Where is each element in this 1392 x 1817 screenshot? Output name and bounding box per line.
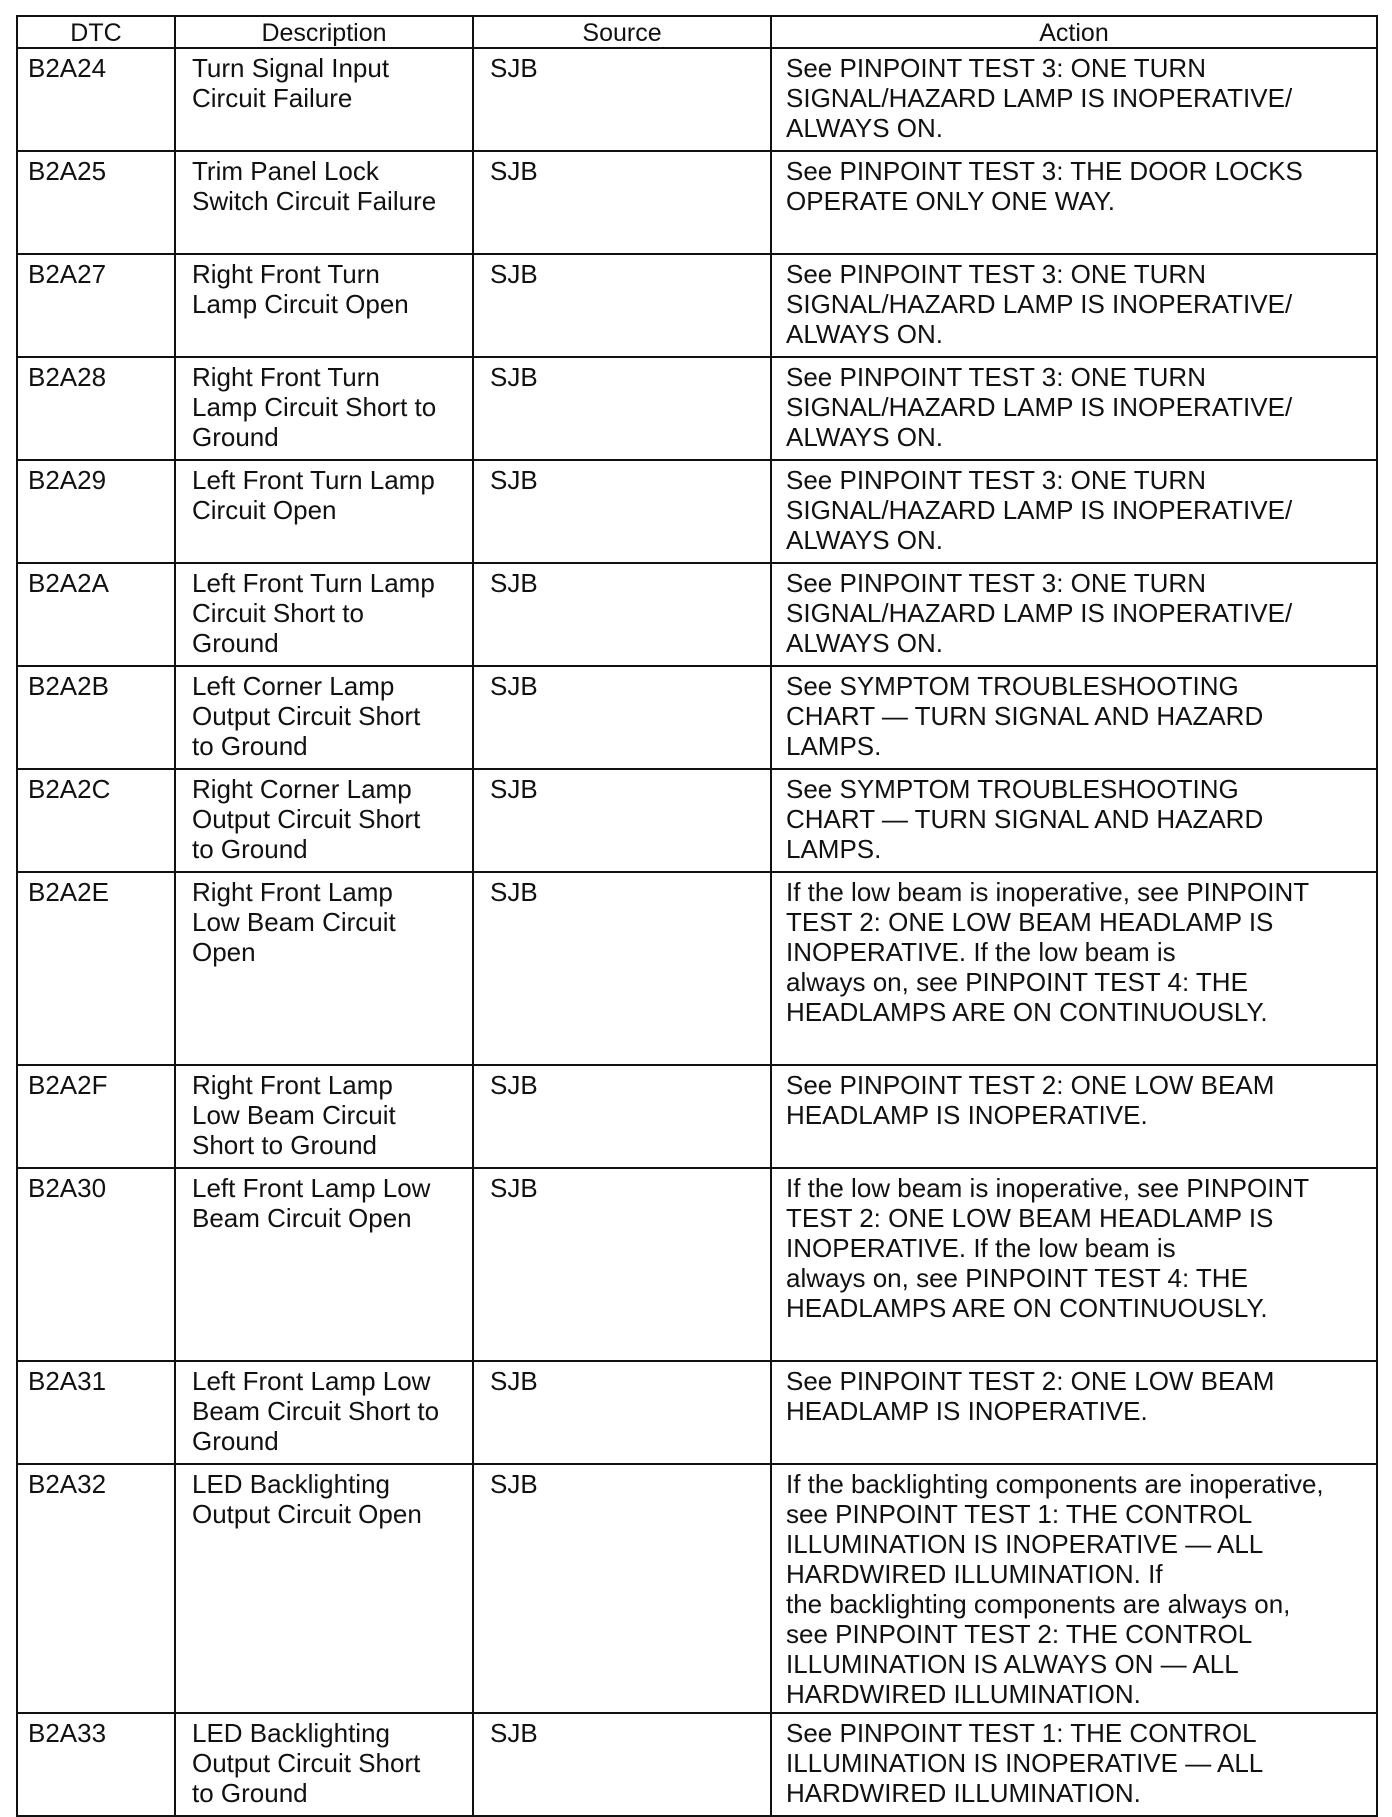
dtc-code: B2A32: [17, 1464, 175, 1713]
dtc-source: SJB: [473, 563, 771, 666]
dtc-action: See SYMPTOM TROUBLESHOOTING CHART — TURN SIGNAL AND HAZARD LAMPS.: [771, 666, 1377, 769]
dtc-description: LED Backlighting Output Circuit Open: [175, 1464, 473, 1713]
dtc-code: B2A2F: [17, 1065, 175, 1168]
dtc-source: SJB: [473, 872, 771, 1065]
dtc-source: SJB: [473, 1361, 771, 1464]
dtc-action: See PINPOINT TEST 2: ONE LOW BEAM HEADLAMP IS INOPERATIVE.: [771, 1065, 1377, 1168]
dtc-action: See PINPOINT TEST 3: ONE TURN SIGNAL/HAZARD LAMP IS INOPERATIVE/ ALWAYS ON.: [771, 48, 1377, 151]
dtc-description: Trim Panel Lock Switch Circuit Failure: [175, 151, 473, 254]
dtc-action: See SYMPTOM TROUBLESHOOTING CHART — TURN SIGNAL AND HAZARD LAMPS.: [771, 769, 1377, 872]
dtc-action: See PINPOINT TEST 3: THE DOOR LOCKS OPERATE ONLY ONE WAY.: [771, 151, 1377, 254]
dtc-description: Left Front Turn Lamp Circuit Open: [175, 460, 473, 563]
dtc-code: B2A2A: [17, 563, 175, 666]
dtc-source: SJB: [473, 254, 771, 357]
dtc-code: B2A27: [17, 254, 175, 357]
dtc-source: SJB: [473, 1065, 771, 1168]
table-row: [17, 666, 1377, 769]
dtc-action: See PINPOINT TEST 3: ONE TURN SIGNAL/HAZARD LAMP IS INOPERATIVE/ ALWAYS ON.: [771, 254, 1377, 357]
dtc-action: See PINPOINT TEST 3: ONE TURN SIGNAL/HAZARD LAMP IS INOPERATIVE/ ALWAYS ON.: [771, 460, 1377, 563]
dtc-description: Left Front Lamp Low Beam Circuit Open: [175, 1168, 473, 1361]
dtc-action: See PINPOINT TEST 3: ONE TURN SIGNAL/HAZARD LAMP IS INOPERATIVE/ ALWAYS ON.: [771, 357, 1377, 460]
table-row: [17, 563, 1377, 666]
table-row: [17, 357, 1377, 460]
dtc-code: B2A2C: [17, 769, 175, 872]
table-row: [17, 1168, 1377, 1361]
header-source: Source: [473, 16, 771, 48]
dtc-source: SJB: [473, 1168, 771, 1361]
dtc-source: SJB: [473, 769, 771, 872]
dtc-description: Turn Signal Input Circuit Failure: [175, 48, 473, 151]
table-row: [17, 151, 1377, 254]
dtc-action: See PINPOINT TEST 1: THE CONTROL ILLUMINATION IS INOPERATIVE — ALL HARDWIRED ILLUMINATION.: [771, 1713, 1377, 1816]
header-description: Description: [175, 16, 473, 48]
table-row: [17, 254, 1377, 357]
dtc-code: B2A29: [17, 460, 175, 563]
dtc-description: Right Front Turn Lamp Circuit Short to Ground: [175, 357, 473, 460]
dtc-code: B2A33: [17, 1713, 175, 1816]
table-row: [17, 1713, 1377, 1816]
dtc-description: Right Front Lamp Low Beam Circuit Open: [175, 872, 473, 1065]
dtc-action: See PINPOINT TEST 3: ONE TURN SIGNAL/HAZARD LAMP IS INOPERATIVE/ ALWAYS ON.: [771, 563, 1377, 666]
dtc-description: Left Corner Lamp Output Circuit Short to Ground: [175, 666, 473, 769]
dtc-description: Left Front Lamp Low Beam Circuit Short to Ground: [175, 1361, 473, 1464]
dtc-source: SJB: [473, 357, 771, 460]
header-action: Action: [771, 16, 1377, 48]
dtc-code: B2A31: [17, 1361, 175, 1464]
dtc-source: SJB: [473, 666, 771, 769]
table-row: [17, 48, 1377, 151]
dtc-description: LED Backlighting Output Circuit Short to Ground: [175, 1713, 473, 1816]
table-row: [17, 1065, 1377, 1168]
table-row: [17, 1464, 1377, 1713]
dtc-code: B2A30: [17, 1168, 175, 1361]
dtc-table: [16, 15, 1378, 1817]
table-row: [17, 769, 1377, 872]
dtc-description: Right Front Turn Lamp Circuit Open: [175, 254, 473, 357]
dtc-description: Left Front Turn Lamp Circuit Short to Ground: [175, 563, 473, 666]
table-row: [17, 1361, 1377, 1464]
dtc-source: SJB: [473, 48, 771, 151]
dtc-action: If the low beam is inoperative, see PINPOINT TEST 2: ONE LOW BEAM HEADLAMP IS INOPERATIVE. If the low beam is always on, see PINPOINT TEST 4: THE HEADLAMPS ARE ON CONTINUOUSLY.: [771, 1168, 1377, 1361]
dtc-source: SJB: [473, 460, 771, 563]
dtc-action: If the backlighting components are inoperative, see PINPOINT TEST 1: THE CONTROL ILLUMINATION IS INOPERATIVE — ALL HARDWIRED ILLUMINATION. If the backlighting components are always on, see PINPOINT TEST 2: THE CONTROL ILLUMINATION IS ALWAYS ON — ALL HARDWIRED ILLUMINATION.: [771, 1464, 1377, 1713]
dtc-code: B2A24: [17, 48, 175, 151]
dtc-code: B2A25: [17, 151, 175, 254]
dtc-source: SJB: [473, 1464, 771, 1713]
header-dtc: DTC: [17, 16, 175, 48]
dtc-source: SJB: [473, 1713, 771, 1816]
dtc-action: If the low beam is inoperative, see PINPOINT TEST 2: ONE LOW BEAM HEADLAMP IS INOPERATIVE. If the low beam is always on, see PINPOINT TEST 4: THE HEADLAMPS ARE ON CONTINUOUSLY.: [771, 872, 1377, 1065]
header-row: [17, 16, 1377, 48]
dtc-code: B2A28: [17, 357, 175, 460]
dtc-action: See PINPOINT TEST 2: ONE LOW BEAM HEADLAMP IS INOPERATIVE.: [771, 1361, 1377, 1464]
dtc-description: Right Corner Lamp Output Circuit Short to Ground: [175, 769, 473, 872]
dtc-description: Right Front Lamp Low Beam Circuit Short to Ground: [175, 1065, 473, 1168]
dtc-code: B2A2E: [17, 872, 175, 1065]
dtc-source: SJB: [473, 151, 771, 254]
dtc-code: B2A2B: [17, 666, 175, 769]
table-row: [17, 872, 1377, 1065]
table-row: [17, 460, 1377, 563]
